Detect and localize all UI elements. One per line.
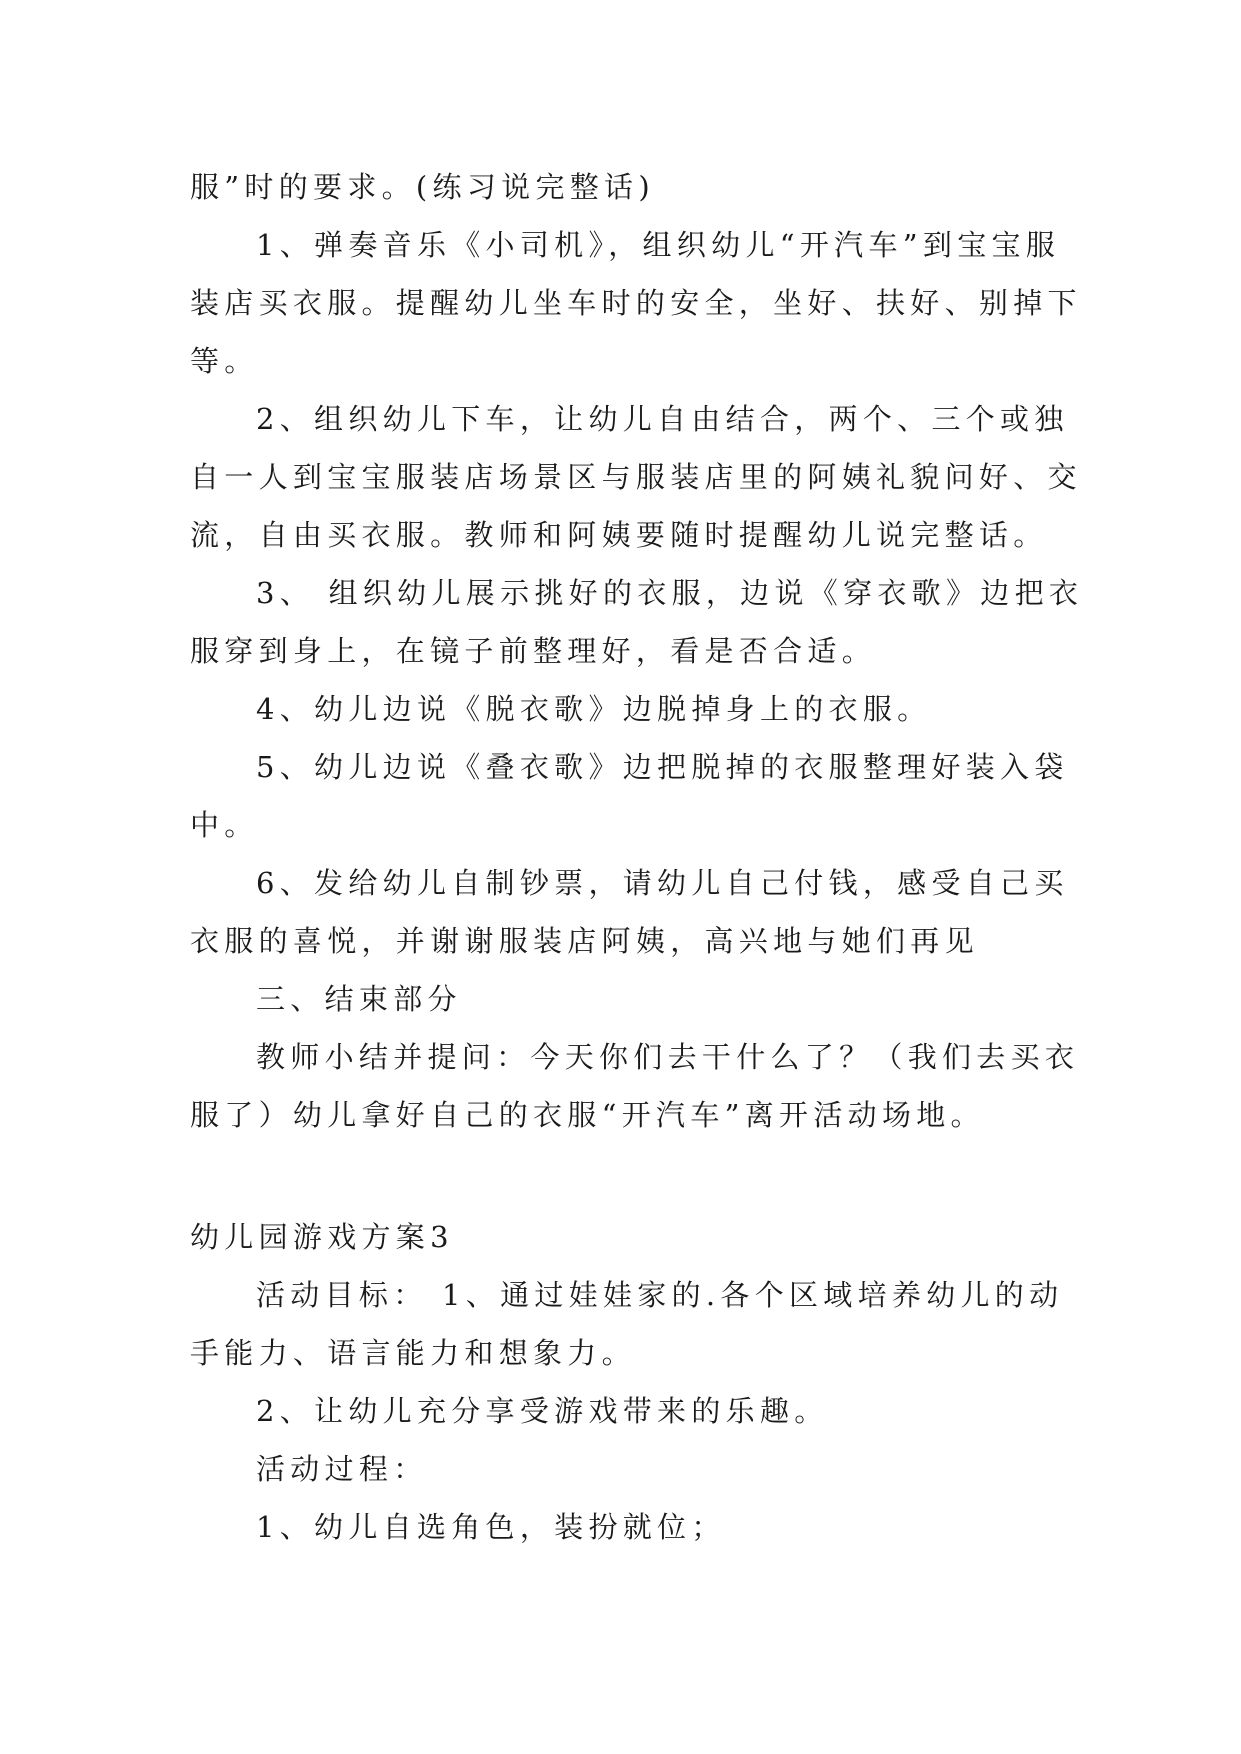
text-line: 衣服的喜悦，并谢谢服装店阿姨，高兴地与她们再见 <box>190 924 979 958</box>
section-gap <box>190 1144 1060 1208</box>
text-line: 三、结束部分 <box>256 982 462 1016</box>
text-line: 装店买衣服。提醒幼儿坐车时的安全，坐好、扶好、别掉下 <box>190 286 1082 320</box>
text-line: 自一人到宝宝服装店场景区与服装店里的阿姨礼貌问好、交 <box>190 460 1082 494</box>
text-line: 4、幼儿边说《脱衣歌》边脱掉身上的衣服。 <box>256 692 932 726</box>
text-line: 6、发给幼儿自制钞票，请幼儿自己付钱，感受自己买 <box>256 866 1069 900</box>
text-line: 手能力、语言能力和想象力。 <box>190 1336 636 1370</box>
text-line: 服”时的要求。(练习说完整话) <box>190 170 655 204</box>
paragraph-group-bottom <box>190 1266 1064 1556</box>
text-line: 1、弹奏音乐《小司机》，组织幼儿“开汽车”到宝宝服 <box>256 228 1061 262</box>
text-line: 等。 <box>190 344 259 378</box>
text-line: 5、幼儿边说《叠衣歌》边把脱掉的衣服整理好装入袋 <box>256 750 1069 784</box>
text-line: 2、让幼儿充分享受游戏带来的乐趣。 <box>256 1394 829 1428</box>
text-line: 3、 组织幼儿展示挑好的衣服，边说《穿衣歌》边把衣 <box>256 576 1084 610</box>
text-line: 2、组织幼儿下车，让幼儿自由结合，两个、三个或独 <box>256 402 1069 436</box>
document-body <box>190 158 1084 1556</box>
text-line: 中。 <box>190 808 259 842</box>
paragraph-group-top <box>190 158 1084 1144</box>
text-line: 教师小结并提问：今天你们去干什么了？（我们去买衣 <box>256 1040 1080 1074</box>
text-line: 1、幼儿自选角色，装扮就位； <box>256 1510 726 1544</box>
text-line: 流，自由买衣服。教师和阿姨要随时提醒幼儿说完整话。 <box>190 518 1048 552</box>
text-line: 活动过程： <box>256 1452 428 1486</box>
text-line: 服了）幼儿拿好自己的衣服“开汽车”离开活动场地。 <box>190 1098 985 1132</box>
text-line: 服穿到身上，在镜子前整理好，看是否合适。 <box>190 634 877 668</box>
section-title: 幼儿园游戏方案3 <box>190 1220 454 1254</box>
text-line: 活动目标： 1、通过娃娃家的.各个区域培养幼儿的动 <box>256 1278 1064 1312</box>
